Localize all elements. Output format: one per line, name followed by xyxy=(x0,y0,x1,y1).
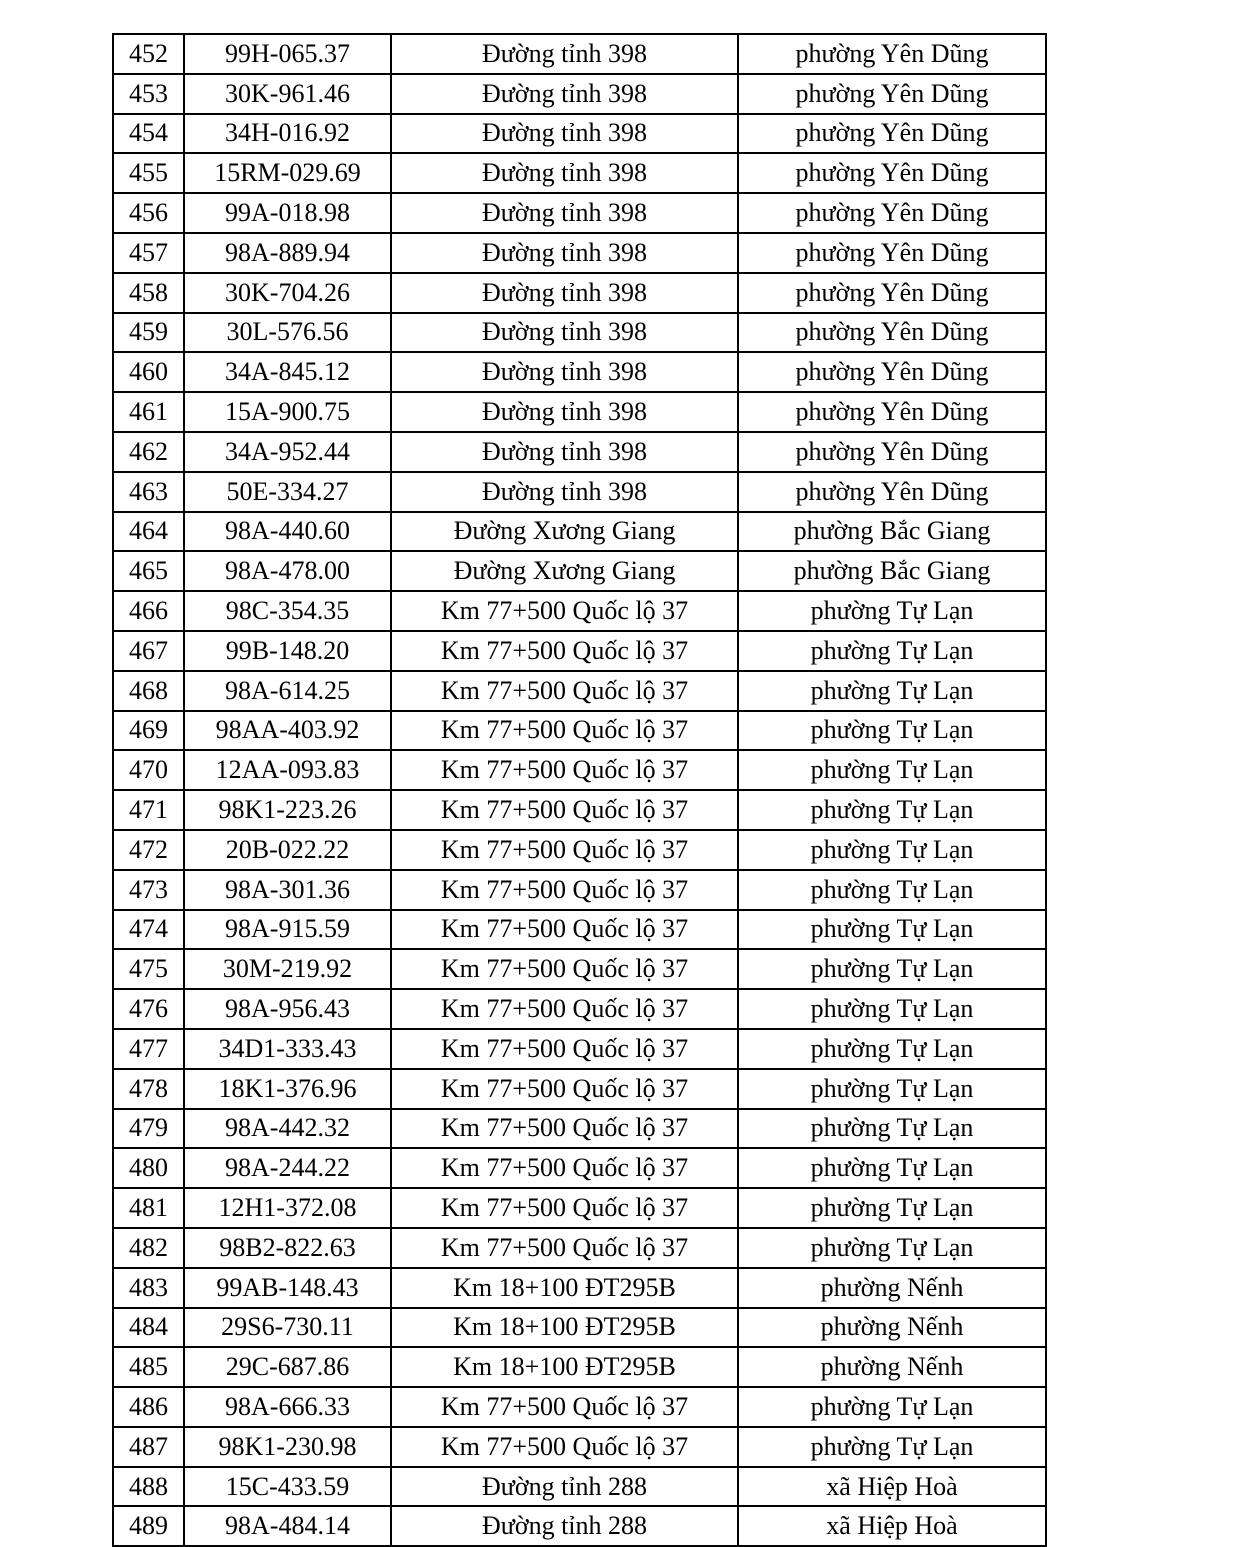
table-row xyxy=(113,949,1046,989)
license-plate-cell: 98B2-822.63 xyxy=(184,1228,391,1268)
ward-cell: phường Yên Dũng xyxy=(738,472,1046,512)
license-plate-cell: 98A-666.33 xyxy=(184,1387,391,1427)
location-cell: Km 77+500 Quốc lộ 37 xyxy=(391,1228,738,1268)
table-row xyxy=(113,472,1046,512)
table-row xyxy=(113,591,1046,631)
location-cell: Km 77+500 Quốc lộ 37 xyxy=(391,949,738,989)
location-cell: Km 77+500 Quốc lộ 37 xyxy=(391,910,738,950)
location-cell: Đường tỉnh 398 xyxy=(391,114,738,154)
license-plate-cell: 34A-845.12 xyxy=(184,352,391,392)
table-row xyxy=(113,273,1046,313)
row-number-cell: 480 xyxy=(113,1148,184,1188)
row-number-cell: 462 xyxy=(113,432,184,472)
table-row xyxy=(113,193,1046,233)
location-cell: Km 77+500 Quốc lộ 37 xyxy=(391,1069,738,1109)
ward-cell: phường Tự Lạn xyxy=(738,1109,1046,1149)
table-row xyxy=(113,870,1046,910)
table-row xyxy=(113,432,1046,472)
row-number-cell: 484 xyxy=(113,1308,184,1348)
license-plate-cell: 15RM-029.69 xyxy=(184,153,391,193)
license-plate-cell: 30K-704.26 xyxy=(184,273,391,313)
ward-cell: phường Yên Dũng xyxy=(738,233,1046,273)
table-row xyxy=(113,1506,1046,1546)
row-number-cell: 454 xyxy=(113,114,184,154)
ward-cell: phường Nếnh xyxy=(738,1268,1046,1308)
row-number-cell: 478 xyxy=(113,1069,184,1109)
location-cell: Km 77+500 Quốc lộ 37 xyxy=(391,631,738,671)
ward-cell: phường Bắc Giang xyxy=(738,512,1046,552)
location-cell: Đường tỉnh 398 xyxy=(391,193,738,233)
row-number-cell: 487 xyxy=(113,1427,184,1467)
license-plate-cell: 34D1-333.43 xyxy=(184,1029,391,1069)
ward-cell: phường Yên Dũng xyxy=(738,392,1046,432)
license-plate-cell: 30M-219.92 xyxy=(184,949,391,989)
row-number-cell: 479 xyxy=(113,1109,184,1149)
table-row xyxy=(113,1387,1046,1427)
ward-cell: xã Hiệp Hoà xyxy=(738,1467,1046,1507)
license-plate-cell: 98A-244.22 xyxy=(184,1148,391,1188)
row-number-cell: 471 xyxy=(113,790,184,830)
license-plate-cell: 30L-576.56 xyxy=(184,313,391,353)
row-number-cell: 468 xyxy=(113,671,184,711)
table-row xyxy=(113,750,1046,790)
location-cell: Đường tỉnh 398 xyxy=(391,392,738,432)
license-plate-cell: 15A-900.75 xyxy=(184,392,391,432)
ward-cell: phường Yên Dũng xyxy=(738,34,1046,74)
ward-cell: phường Yên Dũng xyxy=(738,313,1046,353)
license-plate-cell: 12AA-093.83 xyxy=(184,750,391,790)
location-cell: Đường tỉnh 288 xyxy=(391,1467,738,1507)
row-number-cell: 457 xyxy=(113,233,184,273)
ward-cell: phường Yên Dũng xyxy=(738,74,1046,114)
license-plate-cell: 98AA-403.92 xyxy=(184,711,391,751)
table-body xyxy=(113,34,1046,1546)
license-plate-cell: 98K1-223.26 xyxy=(184,790,391,830)
row-number-cell: 469 xyxy=(113,711,184,751)
row-number-cell: 466 xyxy=(113,591,184,631)
row-number-cell: 465 xyxy=(113,551,184,591)
ward-cell: phường Tự Lạn xyxy=(738,711,1046,751)
row-number-cell: 460 xyxy=(113,352,184,392)
location-cell: Km 77+500 Quốc lộ 37 xyxy=(391,1109,738,1149)
row-number-cell: 474 xyxy=(113,910,184,950)
license-plate-cell: 15C-433.59 xyxy=(184,1467,391,1507)
row-number-cell: 473 xyxy=(113,870,184,910)
ward-cell: phường Yên Dũng xyxy=(738,273,1046,313)
row-number-cell: 488 xyxy=(113,1467,184,1507)
location-cell: Km 18+100 ĐT295B xyxy=(391,1347,738,1387)
row-number-cell: 472 xyxy=(113,830,184,870)
ward-cell: phường Tự Lạn xyxy=(738,989,1046,1029)
location-cell: Km 18+100 ĐT295B xyxy=(391,1308,738,1348)
license-plate-cell: 98A-478.00 xyxy=(184,551,391,591)
table-row xyxy=(113,34,1046,74)
location-cell: Đường tỉnh 398 xyxy=(391,472,738,512)
table-row xyxy=(113,153,1046,193)
license-plate-cell: 34H-016.92 xyxy=(184,114,391,154)
ward-cell: phường Tự Lạn xyxy=(738,1148,1046,1188)
table-row xyxy=(113,1347,1046,1387)
location-cell: Km 77+500 Quốc lộ 37 xyxy=(391,989,738,1029)
row-number-cell: 463 xyxy=(113,472,184,512)
ward-cell: xã Hiệp Hoà xyxy=(738,1506,1046,1546)
table-row xyxy=(113,1467,1046,1507)
license-plate-cell: 98A-889.94 xyxy=(184,233,391,273)
location-cell: Đường tỉnh 398 xyxy=(391,34,738,74)
ward-cell: phường Yên Dũng xyxy=(738,193,1046,233)
license-plate-cell: 99AB-148.43 xyxy=(184,1268,391,1308)
location-cell: Km 77+500 Quốc lộ 37 xyxy=(391,1148,738,1188)
table-row xyxy=(113,631,1046,671)
row-number-cell: 481 xyxy=(113,1188,184,1228)
ward-cell: phường Yên Dũng xyxy=(738,432,1046,472)
location-cell: Đường tỉnh 398 xyxy=(391,273,738,313)
ward-cell: phường Tự Lạn xyxy=(738,790,1046,830)
location-cell: Đường Xương Giang xyxy=(391,512,738,552)
license-plate-cell: 30K-961.46 xyxy=(184,74,391,114)
table-row xyxy=(113,1308,1046,1348)
ward-cell: phường Yên Dũng xyxy=(738,352,1046,392)
table-row xyxy=(113,233,1046,273)
ward-cell: phường Yên Dũng xyxy=(738,153,1046,193)
table-row xyxy=(113,1109,1046,1149)
row-number-cell: 470 xyxy=(113,750,184,790)
license-plate-cell: 50E-334.27 xyxy=(184,472,391,512)
ward-cell: phường Tự Lạn xyxy=(738,671,1046,711)
license-plate-cell: 34A-952.44 xyxy=(184,432,391,472)
location-cell: Km 77+500 Quốc lộ 37 xyxy=(391,1188,738,1228)
table-row xyxy=(113,512,1046,552)
table-row xyxy=(113,1268,1046,1308)
table-row xyxy=(113,352,1046,392)
table-row xyxy=(113,114,1046,154)
location-cell: Đường tỉnh 398 xyxy=(391,313,738,353)
location-cell: Km 77+500 Quốc lộ 37 xyxy=(391,1029,738,1069)
license-plate-cell: 99B-148.20 xyxy=(184,631,391,671)
ward-cell: phường Tự Lạn xyxy=(738,750,1046,790)
license-plate-cell: 98K1-230.98 xyxy=(184,1427,391,1467)
table-row xyxy=(113,551,1046,591)
table-row xyxy=(113,671,1046,711)
ward-cell: phường Tự Lạn xyxy=(738,949,1046,989)
row-number-cell: 459 xyxy=(113,313,184,353)
row-number-cell: 483 xyxy=(113,1268,184,1308)
license-plate-cell: 98A-614.25 xyxy=(184,671,391,711)
location-cell: Km 18+100 ĐT295B xyxy=(391,1268,738,1308)
license-plate-cell: 29S6-730.11 xyxy=(184,1308,391,1348)
table-row xyxy=(113,1148,1046,1188)
ward-cell: phường Tự Lạn xyxy=(738,870,1046,910)
table-row xyxy=(113,1029,1046,1069)
location-cell: Đường tỉnh 398 xyxy=(391,233,738,273)
location-cell: Km 77+500 Quốc lộ 37 xyxy=(391,870,738,910)
location-cell: Km 77+500 Quốc lộ 37 xyxy=(391,830,738,870)
location-cell: Đường tỉnh 398 xyxy=(391,352,738,392)
location-cell: Đường tỉnh 398 xyxy=(391,153,738,193)
row-number-cell: 458 xyxy=(113,273,184,313)
location-cell: Đường tỉnh 398 xyxy=(391,74,738,114)
table-row xyxy=(113,830,1046,870)
table-row xyxy=(113,711,1046,751)
table-row xyxy=(113,989,1046,1029)
location-cell: Km 77+500 Quốc lộ 37 xyxy=(391,1427,738,1467)
violations-table xyxy=(112,33,1047,1547)
row-number-cell: 464 xyxy=(113,512,184,552)
table-row xyxy=(113,1228,1046,1268)
location-cell: Đường tỉnh 398 xyxy=(391,432,738,472)
ward-cell: phường Nếnh xyxy=(738,1347,1046,1387)
ward-cell: phường Tự Lạn xyxy=(738,830,1046,870)
ward-cell: phường Tự Lạn xyxy=(738,1188,1046,1228)
ward-cell: phường Tự Lạn xyxy=(738,1069,1046,1109)
license-plate-cell: 12H1-372.08 xyxy=(184,1188,391,1228)
ward-cell: phường Tự Lạn xyxy=(738,631,1046,671)
license-plate-cell: 98A-956.43 xyxy=(184,989,391,1029)
ward-cell: phường Tự Lạn xyxy=(738,1387,1046,1427)
ward-cell: phường Tự Lạn xyxy=(738,910,1046,950)
ward-cell: phường Nếnh xyxy=(738,1308,1046,1348)
license-plate-cell: 98A-301.36 xyxy=(184,870,391,910)
ward-cell: phường Tự Lạn xyxy=(738,1427,1046,1467)
row-number-cell: 453 xyxy=(113,74,184,114)
row-number-cell: 456 xyxy=(113,193,184,233)
table-row xyxy=(113,1069,1046,1109)
row-number-cell: 475 xyxy=(113,949,184,989)
location-cell: Km 77+500 Quốc lộ 37 xyxy=(391,750,738,790)
row-number-cell: 489 xyxy=(113,1506,184,1546)
row-number-cell: 485 xyxy=(113,1347,184,1387)
table-row xyxy=(113,392,1046,432)
row-number-cell: 467 xyxy=(113,631,184,671)
row-number-cell: 482 xyxy=(113,1228,184,1268)
table-row xyxy=(113,1427,1046,1467)
location-cell: Km 77+500 Quốc lộ 37 xyxy=(391,790,738,830)
table-row xyxy=(113,910,1046,950)
table-row xyxy=(113,313,1046,353)
ward-cell: phường Bắc Giang xyxy=(738,551,1046,591)
ward-cell: phường Tự Lạn xyxy=(738,591,1046,631)
location-cell: Đường Xương Giang xyxy=(391,551,738,591)
table-row xyxy=(113,790,1046,830)
location-cell: Km 77+500 Quốc lộ 37 xyxy=(391,671,738,711)
row-number-cell: 477 xyxy=(113,1029,184,1069)
license-plate-cell: 98C-354.35 xyxy=(184,591,391,631)
license-plate-cell: 20B-022.22 xyxy=(184,830,391,870)
license-plate-cell: 98A-484.14 xyxy=(184,1506,391,1546)
row-number-cell: 461 xyxy=(113,392,184,432)
row-number-cell: 486 xyxy=(113,1387,184,1427)
row-number-cell: 455 xyxy=(113,153,184,193)
location-cell: Km 77+500 Quốc lộ 37 xyxy=(391,711,738,751)
license-plate-cell: 18K1-376.96 xyxy=(184,1069,391,1109)
license-plate-cell: 99A-018.98 xyxy=(184,193,391,233)
license-plate-cell: 99H-065.37 xyxy=(184,34,391,74)
location-cell: Km 77+500 Quốc lộ 37 xyxy=(391,591,738,631)
ward-cell: phường Yên Dũng xyxy=(738,114,1046,154)
row-number-cell: 452 xyxy=(113,34,184,74)
license-plate-cell: 29C-687.86 xyxy=(184,1347,391,1387)
ward-cell: phường Tự Lạn xyxy=(738,1228,1046,1268)
license-plate-cell: 98A-442.32 xyxy=(184,1109,391,1149)
table-row xyxy=(113,74,1046,114)
table-row xyxy=(113,1188,1046,1228)
location-cell: Đường tỉnh 288 xyxy=(391,1506,738,1546)
license-plate-cell: 98A-915.59 xyxy=(184,910,391,950)
location-cell: Km 77+500 Quốc lộ 37 xyxy=(391,1387,738,1427)
row-number-cell: 476 xyxy=(113,989,184,1029)
license-plate-cell: 98A-440.60 xyxy=(184,512,391,552)
ward-cell: phường Tự Lạn xyxy=(738,1029,1046,1069)
